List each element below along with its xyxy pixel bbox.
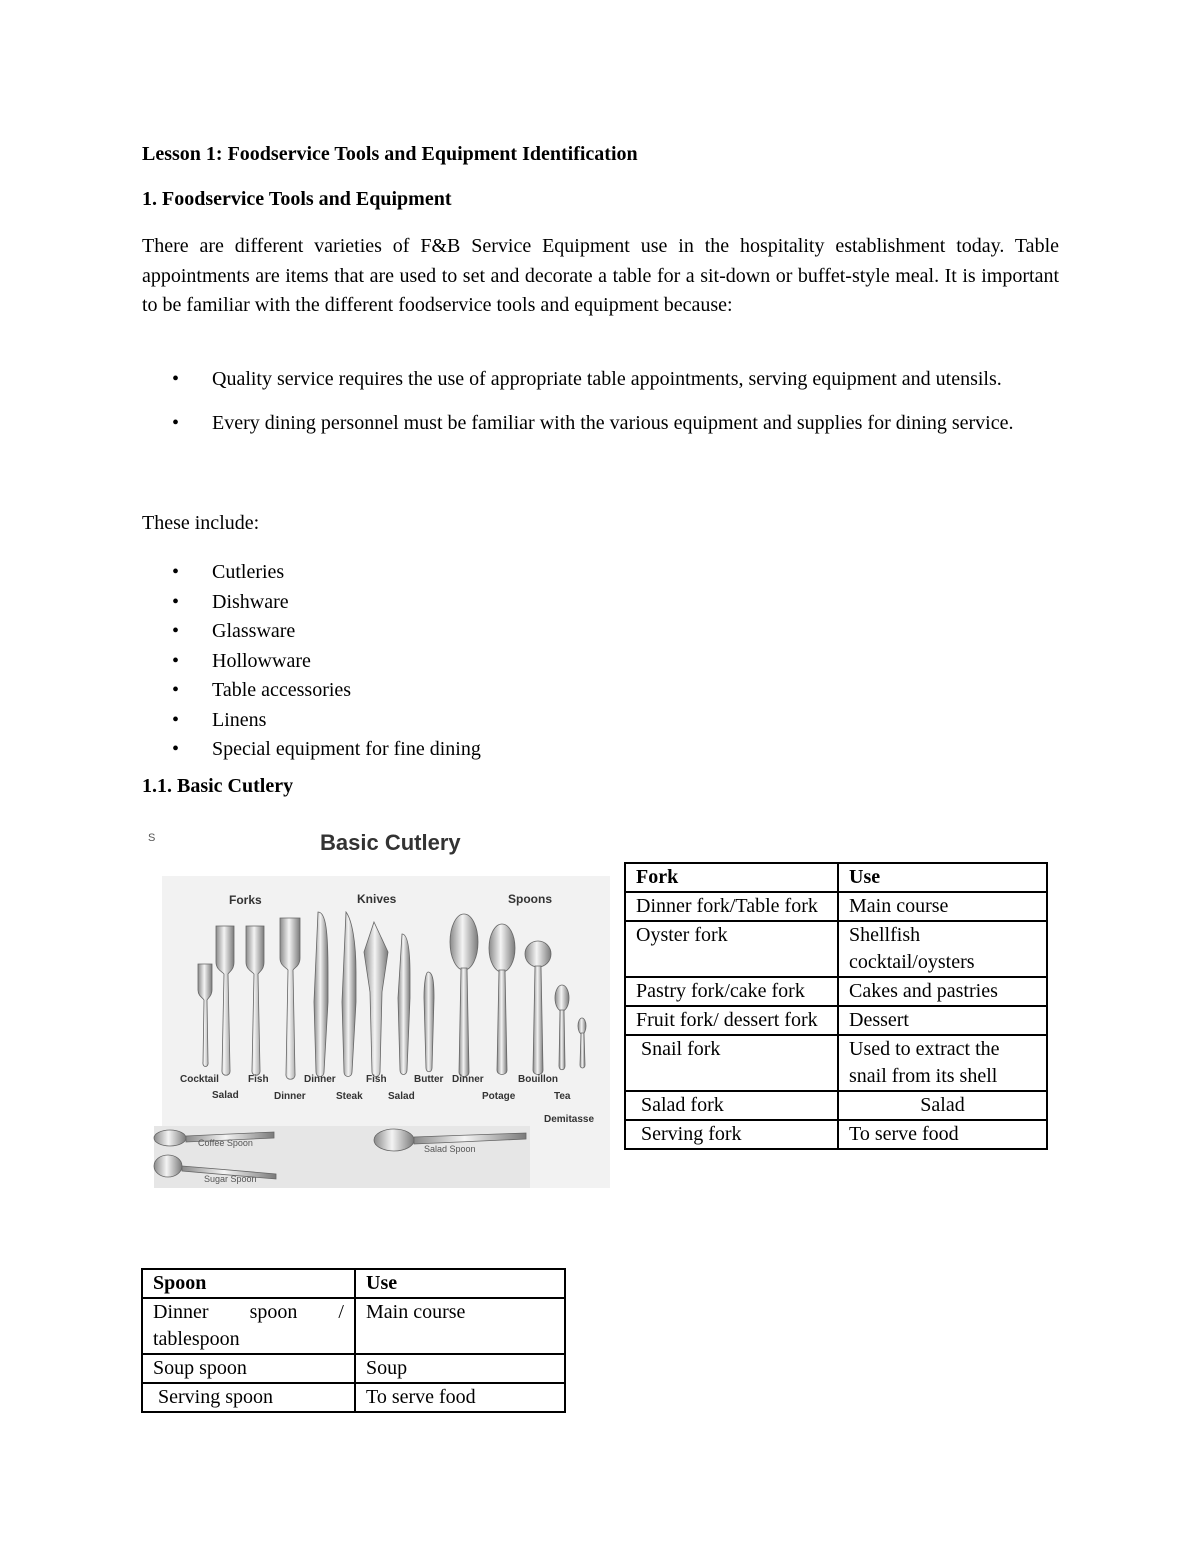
potage-spoon-icon [489,924,515,1075]
table-cell: Main course [838,892,1047,921]
bouillon-spoon-icon [525,941,551,1075]
label-fish-knife: Fish [366,1074,387,1085]
label-salad-spoon: Salad Spoon [424,1144,476,1154]
table-cell: Salad fork [625,1091,838,1120]
fish-fork-icon [246,926,264,1075]
table-row [625,1035,1047,1091]
label-sugar-spoon: Sugar Spoon [204,1174,257,1184]
steak-knife-icon [342,912,356,1077]
label-cocktail: Cocktail [180,1074,219,1085]
header-cell: Use [355,1269,565,1298]
list-item: • Hollowware [142,647,1059,677]
intro-paragraph: There are different varieties of F&B Service Equipment use in the hospitality establishment today. Table appointments are items that are used to set and decorate a table for a sit-down or buffet-style meal. It is important to be familiar with the different foodservice tools and equipment because: [142,235,1059,316]
table-cell: Cakes and pastries [838,977,1047,1006]
butter-knife-icon [424,972,434,1072]
label-potage: Potage [482,1091,516,1102]
label-bouillon: Bouillon [518,1074,558,1085]
label-fish: Fish [248,1074,269,1085]
includes-list [142,558,1059,765]
table-cell: Shellfish cocktail/oysters [838,921,1047,977]
table-header-row [625,863,1047,892]
table-row [625,1091,1047,1120]
table-cell: To serve food [355,1383,565,1412]
tea-spoon-icon [555,985,569,1070]
group-label-knives: Knives [357,892,397,906]
list-item: • Linens [142,706,1059,736]
cutlery-drawing [146,826,606,1190]
dinner-fork-icon [280,918,300,1079]
cutlery-figure [146,826,606,1190]
dinner-knife-icon [314,912,328,1077]
table-row [142,1383,565,1412]
table-cell: Dinner fork/Table fork [625,892,838,921]
table-row [625,892,1047,921]
demitasse-spoon-icon [578,1018,586,1068]
label-steak: Steak [336,1091,363,1102]
table-cell: Pastry fork/cake fork [625,977,838,1006]
figure-title: Basic Cutlery [320,830,461,855]
group-label-forks: Forks [229,893,262,907]
label-dinner-spoon: Dinner [452,1074,484,1085]
list-item: • Table accessories [142,676,1059,706]
table-row [142,1298,565,1354]
reasons-list [142,365,1059,452]
group-label-spoons: Spoons [508,892,552,906]
table-row [625,1120,1047,1149]
salad-knife-icon [398,934,410,1075]
label-dinner-knife: Dinner [274,1091,306,1102]
table-cell: Serving spoon [142,1383,355,1412]
table-cell: Soup spoon [142,1354,355,1383]
table-cell: Oyster fork [625,921,838,977]
header-cell: Use [838,863,1047,892]
table-row [142,1354,565,1383]
table-cell: Main course [355,1298,565,1354]
table-row [625,977,1047,1006]
edge-letter: S [148,832,156,844]
list-item: • Special equipment for fine dining [142,735,1059,765]
fish-knife-icon [364,922,388,1077]
spoon-table [141,1268,566,1413]
label-coffee-spoon: Coffee Spoon [198,1138,253,1148]
table-cell: Dessert [838,1006,1047,1035]
label-butter: Butter [414,1074,444,1085]
table-cell: Dinner spoon / tablespoon [142,1298,355,1354]
label-salad-knife: Salad [388,1091,415,1102]
header-cell: Fork [625,863,838,892]
label-tea: Tea [554,1091,571,1102]
subsection-title: 1.1. Basic Cutlery [142,775,294,797]
list-item: • Cutleries [142,558,1059,588]
table-cell: Salad [838,1091,1047,1120]
cocktail-fork-icon [198,964,212,1067]
table-cell: Used to extract the snail from its shell [838,1035,1047,1091]
table-cell: Soup [355,1354,565,1383]
list-item: • Quality service requires the use of appropriate table appointments, serving equipment and utensils. [142,365,1059,395]
table-cell: Snail fork [625,1035,838,1091]
header-cell: Spoon [142,1269,355,1298]
fork-table [624,862,1048,1150]
section-title: 1. Foodservice Tools and Equipment [142,188,452,210]
list-item: • Dishware [142,588,1059,618]
label-demitasse: Demitasse [544,1114,595,1125]
list-item: • Every dining personnel must be familiar with the various equipment and supplies for dining service. [142,409,1059,439]
label-dinner: Dinner [304,1074,336,1085]
table-header-row [142,1269,565,1298]
salad-fork-icon [216,926,234,1075]
table-cell: To serve food [838,1120,1047,1149]
table-row [625,1006,1047,1035]
table-cell: Serving fork [625,1120,838,1149]
table-cell: Fruit fork/ dessert fork [625,1006,838,1035]
includes-label: These include: [142,512,260,534]
dinner-spoon-icon [450,914,478,1077]
lesson-title: Lesson 1: Foodservice Tools and Equipment Identification [142,143,638,165]
table-row [625,921,1047,977]
list-item: • Glassware [142,617,1059,647]
label-salad: Salad [212,1090,239,1101]
